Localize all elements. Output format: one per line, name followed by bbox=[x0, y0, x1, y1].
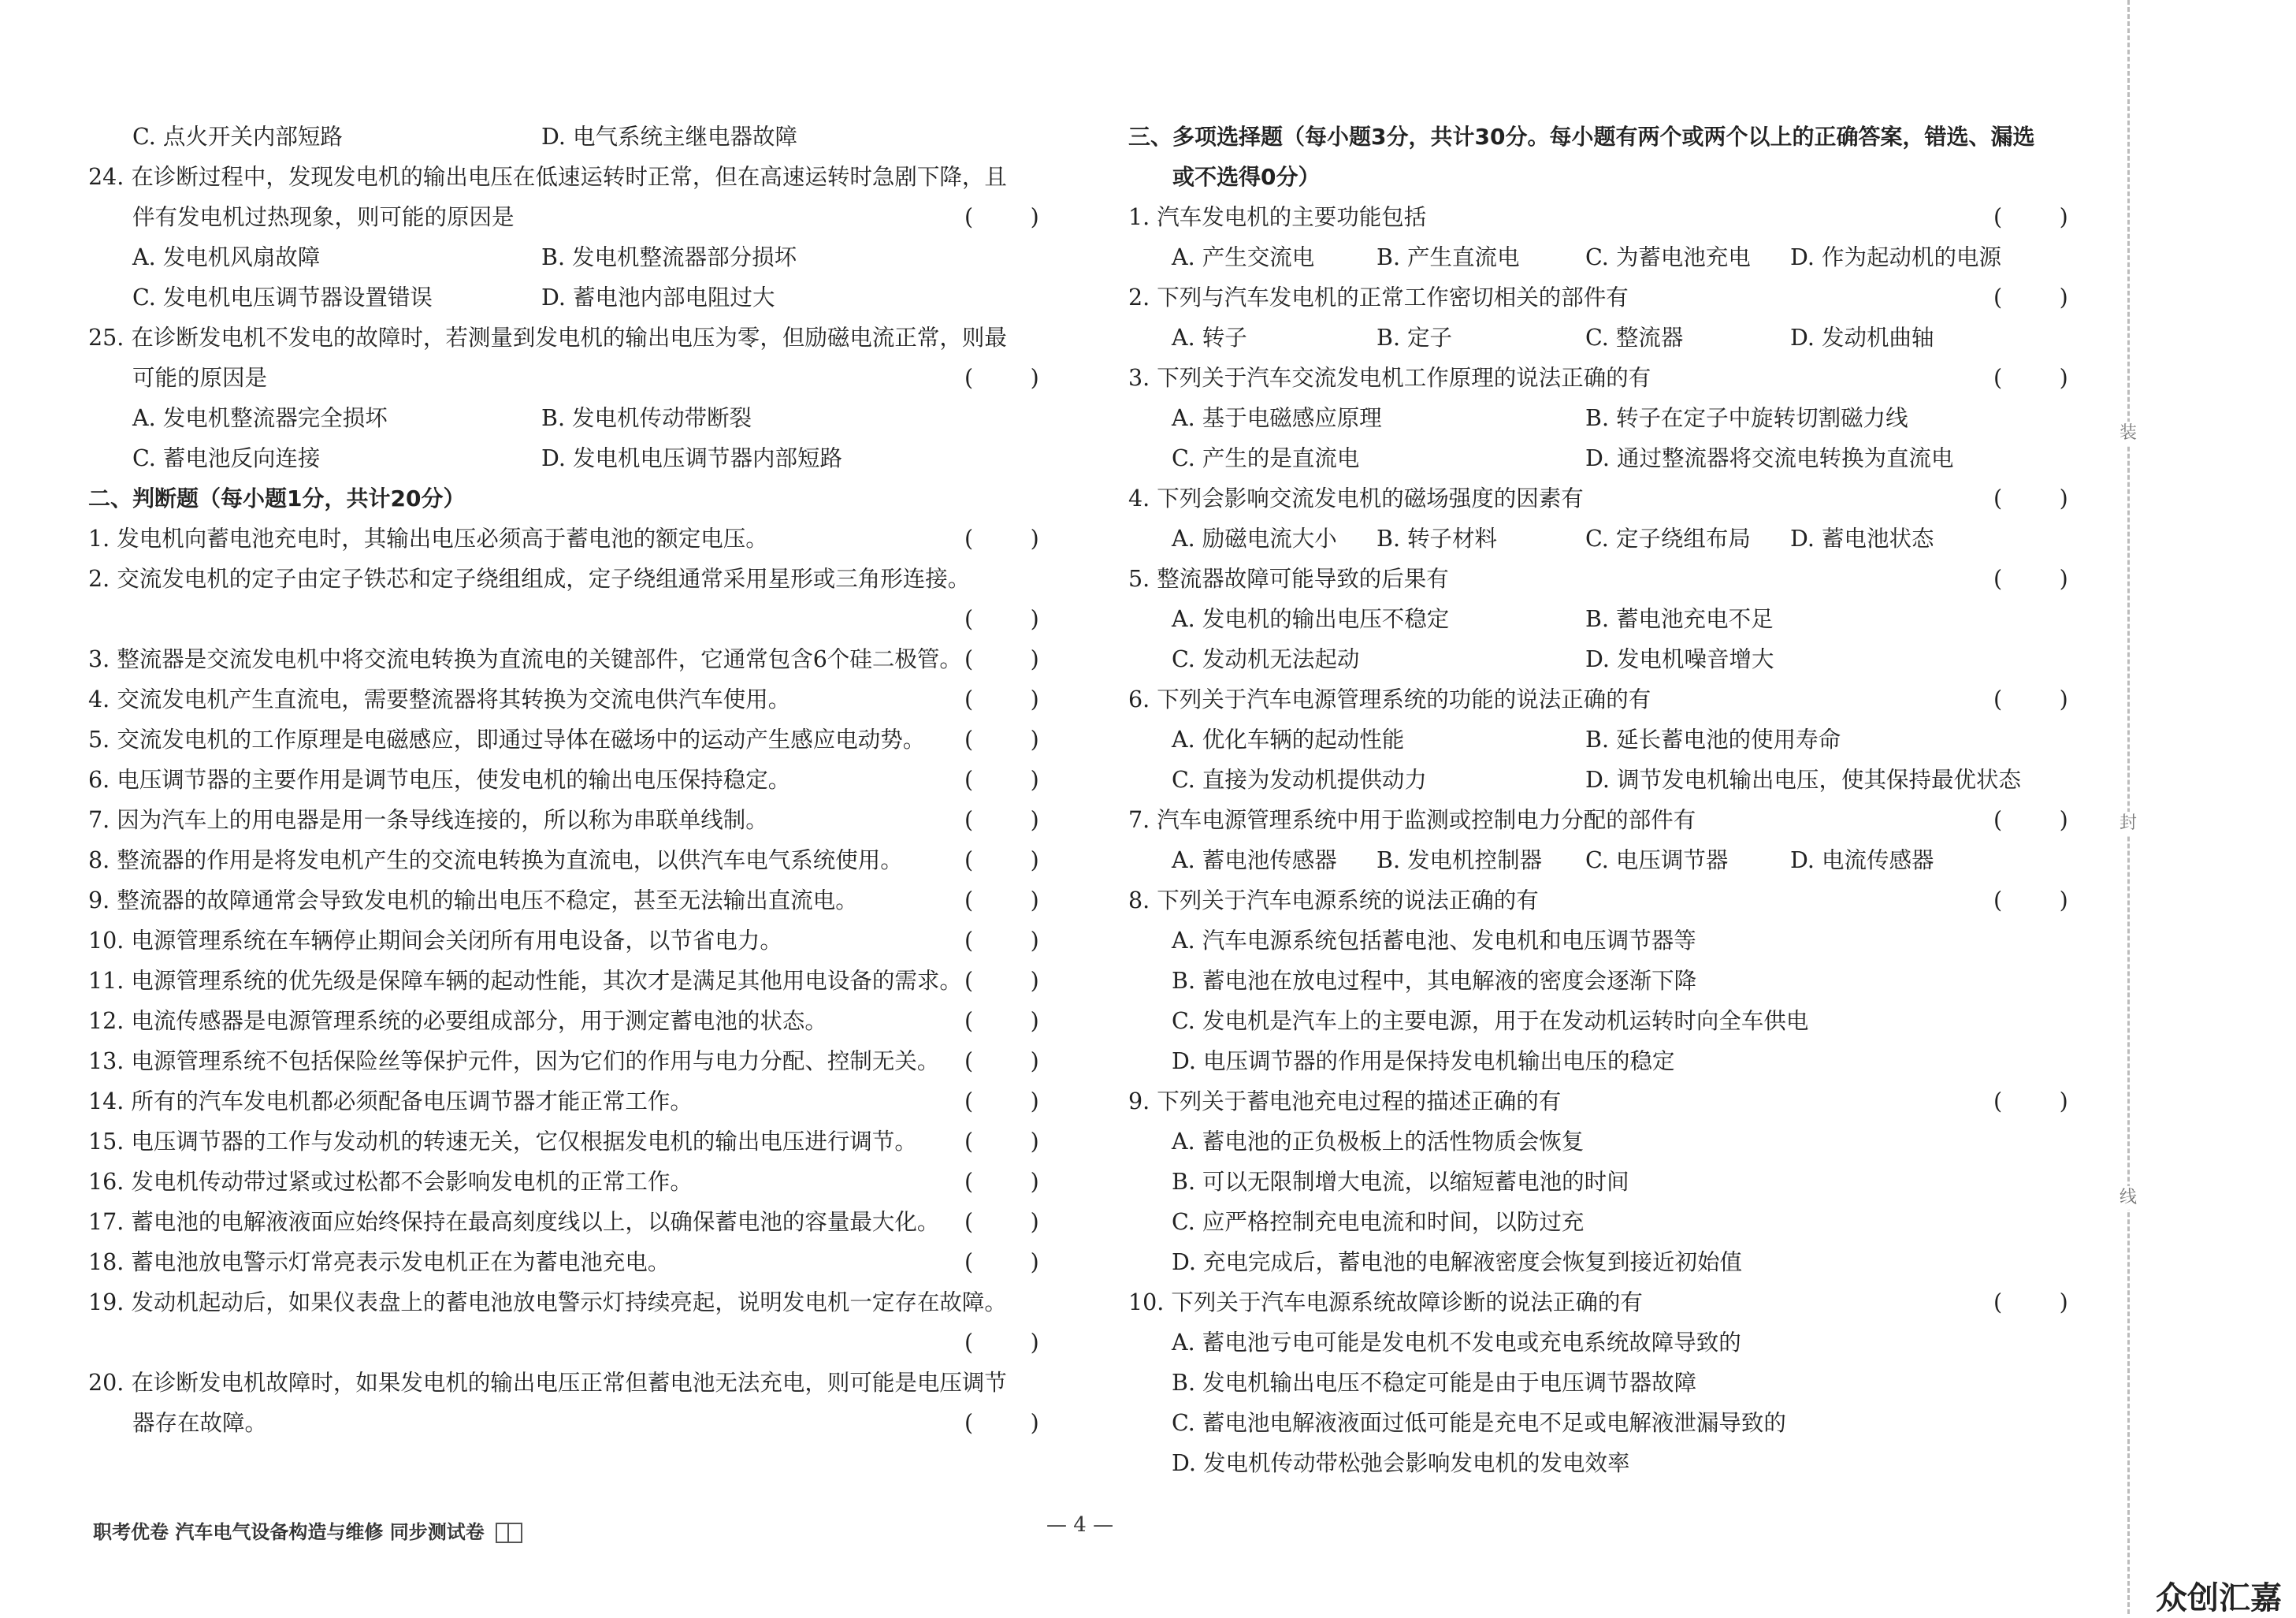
option-a: A. 发电机的输出电压不稳定 bbox=[1172, 606, 1450, 632]
corner-watermark: 众创汇嘉 bbox=[2156, 1580, 2282, 1616]
q25-stem: 25. 在诊断发电机不发电的故障时，若测量到发电机的输出电压为零，但励磁电流正常，则最 bbox=[88, 325, 1007, 351]
multi-question-options bbox=[1128, 237, 2090, 277]
option-c: C. 产生的是直流电 bbox=[1172, 445, 1360, 471]
judge-item: 11. 电源管理系统的优先级是保障车辆的起动性能，其次才是满足其他用电设备的需求。 ( ) bbox=[88, 968, 1039, 994]
q25-option-a: A. 发电机整流器完全损坏 bbox=[132, 405, 388, 431]
multi-section-heading-cont: 或不选得0分） bbox=[1172, 164, 1321, 190]
judge-item: 9. 整流器的故障通常会导致发电机的输出电压不稳定，甚至无法输出直流电。 ( ) bbox=[88, 887, 1039, 913]
q25-options bbox=[88, 398, 1048, 438]
option-b: B. 定子 bbox=[1376, 325, 1453, 351]
binding-cut-line bbox=[2127, 0, 2130, 1614]
binding-mark: 线 bbox=[2116, 1186, 2140, 1210]
judge-item-paren: ( ) bbox=[964, 606, 1039, 632]
answer-paren: ( ) bbox=[964, 204, 1039, 230]
judge-item: 6. 电压调节器的主要作用是调节电压，使发电机的输出电压保持稳定。 ( ) bbox=[88, 767, 1039, 793]
q23-options bbox=[88, 117, 1048, 157]
q25-option-b: B. 发电机传动带断裂 bbox=[541, 405, 752, 431]
multi-question-options bbox=[1128, 398, 2090, 438]
judge-item: 12. 电流传感器是电源管理系统的必要组成部分，用于测定蓄电池的状态。 ( ) bbox=[88, 1008, 1039, 1034]
q24-option-a: A. 发电机风扇故障 bbox=[132, 244, 321, 270]
judge-item: 4. 交流发电机产生直流电，需要整流器将其转换为交流电供汽车使用。 ( ) bbox=[88, 686, 1039, 712]
multi-question-options bbox=[1128, 519, 2090, 559]
footer-series-title: 职考优卷 汽车电气设备构造与维修 同步测试卷 bbox=[93, 1516, 522, 1544]
multi-section-heading: 三、多项选择题（每小题3分，共计30分。每小题有两个或两个以上的正确答案，错选、漏选 bbox=[1128, 124, 2035, 150]
option-b: B. 延长蓄电池的使用寿命 bbox=[1585, 727, 1841, 753]
right-column bbox=[1128, 117, 2090, 1483]
option-b: B. 转子在定子中旋转切割磁力线 bbox=[1585, 405, 1908, 431]
q24-option-d: D. 蓄电池内部电阻过大 bbox=[541, 285, 775, 311]
multi-question-stem: 4. 下列会影响交流发电机的磁场强度的因素有 ( ) bbox=[1128, 485, 2068, 511]
option-d: D. 充电完成后，蓄电池的电解液密度会恢复到接近初始值 bbox=[1172, 1249, 1742, 1275]
judge-item-paren: ( ) bbox=[964, 1330, 1039, 1356]
option-d: D. 电流传感器 bbox=[1790, 847, 1934, 873]
answer-paren: ( ) bbox=[964, 365, 1039, 391]
option-c: C. 蓄电池电解液液面过低可能是充电不足或电解液泄漏导致的 bbox=[1172, 1410, 1786, 1436]
option-a: A. 转子 bbox=[1172, 325, 1247, 351]
multi-question-stem: 9. 下列关于蓄电池充电过程的描述正确的有 ( ) bbox=[1128, 1088, 2068, 1114]
option-b: B. 可以无限制增大电流，以缩短蓄电池的时间 bbox=[1172, 1169, 1629, 1195]
judge-item: 14. 所有的汽车发电机都必须配备电压调节器才能正常工作。 ( ) bbox=[88, 1088, 1039, 1114]
multi-question-stem: 8. 下列关于汽车电源系统的说法正确的有 ( ) bbox=[1128, 887, 2068, 913]
judge-item: 20. 在诊断发电机故障时，如果发电机的输出电压正常但蓄电池无法充电，则可能是电压调节 bbox=[88, 1370, 1007, 1396]
judge-item: 19. 发动机起动后，如果仪表盘上的蓄电池放电警示灯持续亮起，说明发电机一定存在故障。 bbox=[88, 1289, 1007, 1315]
option-a: A. 蓄电池传感器 bbox=[1172, 847, 1337, 873]
option-b: B. 发电机控制器 bbox=[1376, 847, 1543, 873]
binding-mark: 装 bbox=[2116, 422, 2140, 445]
judge-item: 5. 交流发电机的工作原理是电磁感应，即通过导体在磁场中的运动产生感应电动势。 ( ) bbox=[88, 727, 1039, 753]
multi-question-options bbox=[1128, 438, 2090, 478]
multi-question-options bbox=[1128, 720, 2090, 760]
option-d: D. 发电机噪音增大 bbox=[1585, 646, 1774, 672]
judge-item: 18. 蓄电池放电警示灯常亮表示发电机正在为蓄电池充电。 ( ) bbox=[88, 1249, 1039, 1275]
option-a: A. 汽车电源系统包括蓄电池、发电机和电压调节器等 bbox=[1172, 928, 1696, 954]
option-a: A. 蓄电池的正负极板上的活性物质会恢复 bbox=[1172, 1129, 1585, 1155]
option-d: D. 蓄电池状态 bbox=[1790, 526, 1934, 552]
option-d: D. 发动机曲轴 bbox=[1790, 325, 1934, 351]
judge-item: 13. 电源管理系统不包括保险丝等保护元件，因为它们的作用与电力分配、控制无关。 ( ) bbox=[88, 1048, 1039, 1074]
option-a: A. 蓄电池亏电可能是发电机不发电或充电系统故障导致的 bbox=[1172, 1330, 1741, 1356]
judge-section-heading: 二、判断题（每小题1分，共计20分） bbox=[88, 485, 466, 511]
option-d: D. 电压调节器的作用是保持发电机输出电压的稳定 bbox=[1172, 1048, 1675, 1074]
option-d: D. 作为起动机的电源 bbox=[1790, 244, 2001, 270]
option-d: D. 发电机传动带松弛会影响发电机的发电效率 bbox=[1172, 1450, 1630, 1476]
multi-question-options bbox=[1128, 840, 2090, 880]
option-c: C. 整流器 bbox=[1585, 325, 1684, 351]
q24-options bbox=[88, 237, 1048, 277]
option-c: C. 发电机是汽车上的主要电源，用于在发动机运转时向全车供电 bbox=[1172, 1008, 1809, 1034]
option-b: B. 蓄电池充电不足 bbox=[1585, 606, 1774, 632]
multi-question-options bbox=[1128, 639, 2090, 679]
judge-item: 15. 电压调节器的工作与发动机的转速无关，它仅根据发电机的输出电压进行调节。 ( ) bbox=[88, 1129, 1039, 1155]
option-c: C. 发动机无法起动 bbox=[1172, 646, 1360, 672]
judge-item-cont: 器存在故障。 ( ) bbox=[132, 1410, 1039, 1436]
option-a: A. 基于电磁感应原理 bbox=[1172, 405, 1382, 431]
judge-item: 3. 整流器是交流发电机中将交流电转换为直流电的关键部件，它通常包含6个硅二极管。 ( ) bbox=[88, 646, 1039, 672]
multi-question-stem: 5. 整流器故障可能导致的后果有 ( ) bbox=[1128, 566, 2068, 592]
multi-question-stem: 1. 汽车发电机的主要功能包括 ( ) bbox=[1128, 204, 2068, 230]
option-a: A. 励磁电流大小 bbox=[1172, 526, 1337, 552]
page-number: — 4 — bbox=[1046, 1513, 1114, 1537]
multi-question-stem: 6. 下列关于汽车电源管理系统的功能的说法正确的有 ( ) bbox=[1128, 686, 2068, 712]
judge-item: 1. 发电机向蓄电池充电时，其输出电压必须高于蓄电池的额定电压。 ( ) bbox=[88, 526, 1039, 552]
q25-option-c: C. 蓄电池反向连接 bbox=[132, 445, 321, 471]
left-column bbox=[88, 117, 1048, 1443]
book-icon bbox=[496, 1523, 522, 1543]
multi-question-options bbox=[1128, 599, 2090, 639]
multi-question-stem: 7. 汽车电源管理系统中用于监测或控制电力分配的部件有 ( ) bbox=[1128, 807, 2068, 833]
option-d: D. 通过整流器将交流电转换为直流电 bbox=[1585, 445, 1954, 471]
judge-item: 2. 交流发电机的定子由定子铁芯和定子绕组组成，定子绕组通常采用星形或三角形连接。 bbox=[88, 566, 971, 592]
multi-question-stem: 3. 下列关于汽车交流发电机工作原理的说法正确的有 ( ) bbox=[1128, 365, 2068, 391]
option-a: A. 优化车辆的起动性能 bbox=[1172, 727, 1405, 753]
option-b: B. 产生直流电 bbox=[1376, 244, 1520, 270]
binding-mark: 封 bbox=[2116, 812, 2140, 835]
multi-question-stem: 10. 下列关于汽车电源系统故障诊断的说法正确的有 ( ) bbox=[1128, 1289, 2068, 1315]
judge-item: 8. 整流器的作用是将发电机产生的交流电转换为直流电，以供汽车电气系统使用。 ( ) bbox=[88, 847, 1039, 873]
judge-item: 16. 发电机传动带过紧或过松都不会影响发电机的正常工作。 ( ) bbox=[88, 1169, 1039, 1195]
multi-question-stem: 2. 下列与汽车发电机的正常工作密切相关的部件有 ( ) bbox=[1128, 285, 2068, 311]
q23-option-d: D. 电气系统主继电器故障 bbox=[541, 124, 797, 150]
q24-options-2 bbox=[88, 277, 1048, 318]
option-d: D. 调节发电机输出电压，使其保持最优状态 bbox=[1585, 767, 2021, 793]
option-b: B. 蓄电池在放电过程中，其电解液的密度会逐渐下降 bbox=[1172, 968, 1697, 994]
option-c: C. 应严格控制充电电流和时间，以防过充 bbox=[1172, 1209, 1585, 1235]
q24-stem: 24. 在诊断过程中，发现发电机的输出电压在低速运转时正常，但在高速运转时急剧下降，且 bbox=[88, 164, 1007, 190]
option-c: C. 定子绕组布局 bbox=[1585, 526, 1751, 552]
option-c: C. 为蓄电池充电 bbox=[1585, 244, 1751, 270]
multi-question-options bbox=[1128, 760, 2090, 800]
option-c: C. 直接为发动机提供动力 bbox=[1172, 767, 1427, 793]
multi-question-options bbox=[1128, 318, 2090, 358]
q24-option-c: C. 发电机电压调节器设置错误 bbox=[132, 285, 433, 311]
option-a: A. 产生交流电 bbox=[1172, 244, 1315, 270]
q24-stem-cont: 伴有发电机过热现象，则可能的原因是 ( ) bbox=[88, 197, 1048, 237]
q24-option-b: B. 发电机整流器部分损坏 bbox=[541, 244, 797, 270]
q25-options-2 bbox=[88, 438, 1048, 478]
judge-item: 7. 因为汽车上的用电器是用一条导线连接的，所以称为串联单线制。 ( ) bbox=[88, 807, 1039, 833]
option-c: C. 电压调节器 bbox=[1585, 847, 1729, 873]
q25-option-d: D. 发电机电压调节器内部短路 bbox=[541, 445, 842, 471]
option-b: B. 转子材料 bbox=[1376, 526, 1498, 552]
option-b: B. 发电机输出电压不稳定可能是由于电压调节器故障 bbox=[1172, 1370, 1697, 1396]
q25-stem-cont: 可能的原因是 ( ) bbox=[88, 358, 1048, 398]
q23-option-c: C. 点火开关内部短路 bbox=[132, 124, 343, 150]
judge-item: 10. 电源管理系统在车辆停止期间会关闭所有用电设备，以节省电力。 ( ) bbox=[88, 928, 1039, 954]
judge-item: 17. 蓄电池的电解液液面应始终保持在最高刻度线以上，以确保蓄电池的容量最大化。 ( ) bbox=[88, 1209, 1039, 1235]
